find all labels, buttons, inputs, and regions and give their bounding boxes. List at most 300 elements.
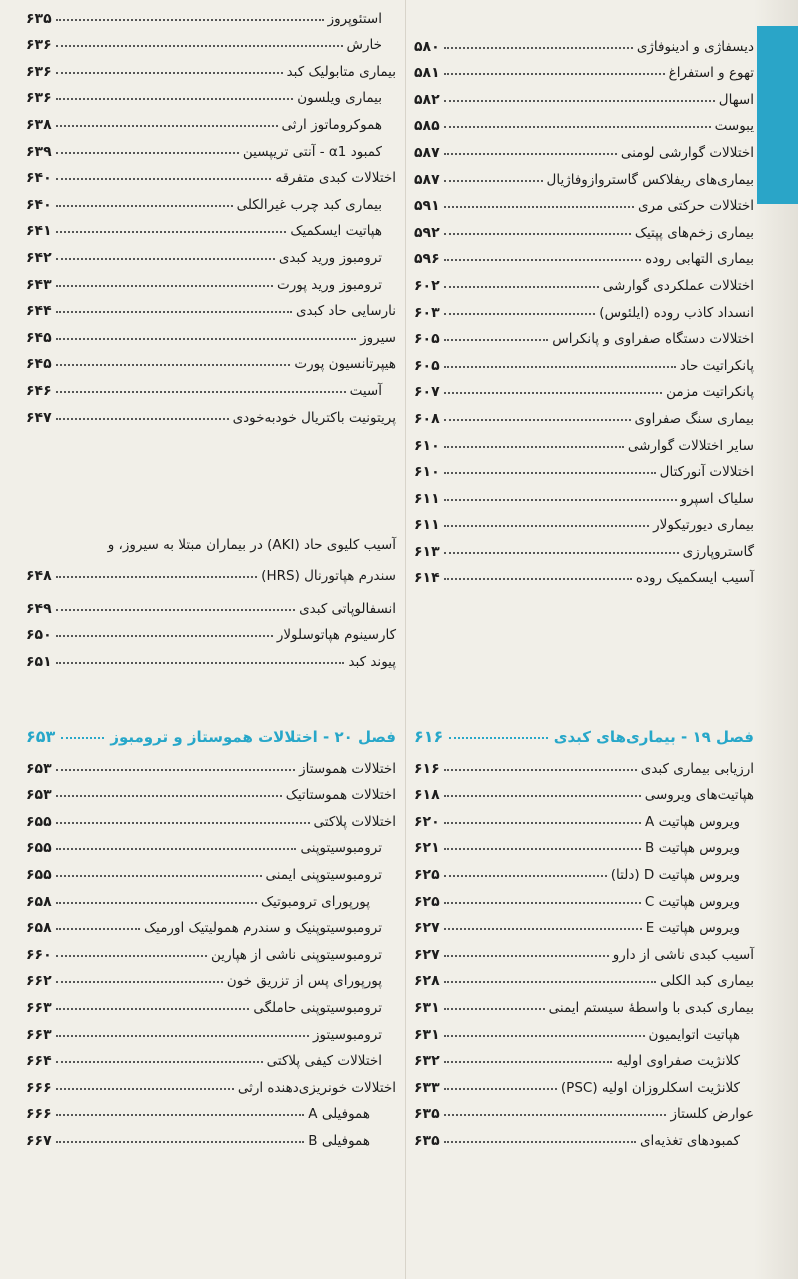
leader-dots bbox=[444, 902, 641, 904]
leader-dots bbox=[444, 848, 641, 850]
entry-page-number: ۶۱۱ bbox=[414, 490, 440, 507]
entry-title: ویروس هپاتیت B bbox=[645, 840, 740, 857]
toc-entry[interactable] bbox=[414, 910, 754, 937]
toc-entry[interactable] bbox=[414, 750, 754, 777]
entry-page-number: ۵۸۱ bbox=[414, 65, 440, 82]
leader-dots bbox=[56, 338, 356, 340]
entry-title: هموفیلی A bbox=[308, 1106, 370, 1123]
entry-page-number: ۶۴۳ bbox=[26, 276, 52, 293]
leader-dots bbox=[56, 1035, 309, 1037]
entry-page-number: ۶۴۸ bbox=[26, 568, 52, 584]
entry-page-number: ۶۰۲ bbox=[414, 277, 440, 294]
leader-dots bbox=[56, 72, 283, 74]
entry-page-number: ۶۲۵ bbox=[414, 866, 440, 883]
entry-title: گاستروپارزی bbox=[682, 543, 754, 560]
leader-dots bbox=[444, 525, 649, 527]
leader-dots bbox=[56, 231, 287, 233]
entry-page-number: ۶۶۶ bbox=[26, 1106, 52, 1123]
chapter-page-number: ۶۵۳ bbox=[26, 727, 56, 746]
leader-dots bbox=[56, 391, 346, 393]
entry-page-number: ۶۴۶ bbox=[26, 382, 52, 399]
toc-entry-aki[interactable] bbox=[26, 532, 396, 584]
entry-page-number: ۵۸۷ bbox=[414, 171, 440, 188]
entry-title: اختلالات هموستاز bbox=[299, 760, 396, 777]
toc-entry[interactable] bbox=[414, 830, 754, 857]
entry-title: یبوست bbox=[714, 118, 754, 135]
toc-entry[interactable] bbox=[414, 1069, 754, 1096]
toc-entry[interactable] bbox=[26, 213, 396, 240]
entry-page-number: ۶۱۶ bbox=[414, 760, 440, 777]
toc-entry[interactable] bbox=[414, 560, 754, 587]
left-bottom-list bbox=[26, 750, 396, 1149]
entry-page-number: ۶۲۷ bbox=[414, 920, 440, 937]
leader-dots bbox=[56, 364, 291, 366]
leader-dots bbox=[444, 1061, 613, 1063]
toc-entry[interactable] bbox=[26, 1096, 396, 1123]
entry-page-number: ۶۲۱ bbox=[414, 840, 440, 857]
entry-title: اختلالات دستگاه صفراوی و پانکراس bbox=[552, 331, 754, 348]
toc-entry[interactable] bbox=[414, 936, 754, 963]
toc-entry[interactable] bbox=[26, 777, 396, 804]
entry-title: هموفیلی B bbox=[308, 1132, 370, 1149]
entry-title: استئوپروز bbox=[327, 10, 382, 27]
leader-dots bbox=[444, 100, 715, 102]
entry-title: ترومبوسیتوز bbox=[313, 1026, 382, 1043]
entry-title: پانکراتیت حاد bbox=[679, 357, 754, 374]
toc-entry[interactable] bbox=[26, 346, 396, 373]
entry-title: اختلالات آنورکتال bbox=[659, 464, 754, 481]
entry-title: سایر اختلالات گوارشی bbox=[627, 437, 754, 454]
entry-page-number: ۶۰۳ bbox=[414, 304, 440, 321]
toc-entry[interactable] bbox=[414, 480, 754, 507]
toc-entry[interactable] bbox=[414, 883, 754, 910]
toc-entry[interactable] bbox=[26, 1069, 396, 1096]
left-top2-list bbox=[26, 590, 396, 670]
entry-page-number: ۵۹۲ bbox=[414, 224, 440, 241]
chapter-title: فصل ۱۹ - بیماری‌های کبدی bbox=[553, 728, 754, 746]
entry-title: هپاتیت ایسکمیک bbox=[290, 223, 382, 240]
column-divider bbox=[405, 0, 406, 1279]
entry-page-number: ۶۵۳ bbox=[26, 760, 52, 777]
entry-title: اختلالات پلاکتی bbox=[313, 813, 396, 830]
leader-dots bbox=[56, 576, 258, 578]
leader-dots bbox=[444, 419, 631, 421]
chapter-page-number: ۶۱۶ bbox=[414, 727, 444, 746]
toc-entry[interactable] bbox=[414, 1043, 754, 1070]
entry-page-number: ۵۹۱ bbox=[414, 198, 440, 215]
leader-dots bbox=[444, 578, 632, 580]
leader-dots bbox=[444, 822, 641, 824]
leader-dots bbox=[56, 152, 239, 154]
entry-title: نارسایی حاد کبدی bbox=[295, 303, 396, 320]
entry-page-number: ۵۸۲ bbox=[414, 91, 440, 108]
entry-page-number: ۶۲۰ bbox=[414, 813, 440, 830]
leader-dots bbox=[56, 205, 233, 207]
toc-entry[interactable] bbox=[26, 643, 396, 670]
toc-entry[interactable] bbox=[414, 28, 754, 55]
leader-dots bbox=[444, 313, 596, 315]
entry-title: اختلالات حرکتی مری bbox=[637, 198, 754, 215]
leader-dots bbox=[56, 795, 282, 797]
entry-title: ارزیابی بیماری کبدی bbox=[640, 760, 754, 777]
toc-entry[interactable] bbox=[414, 1016, 754, 1043]
entry-title: بیماری کبد الکلی bbox=[659, 973, 754, 990]
leader-dots bbox=[444, 499, 677, 501]
toc-entry[interactable] bbox=[26, 239, 396, 266]
leader-dots bbox=[444, 233, 631, 235]
entry-title: اختلالات کبدی متفرقه bbox=[275, 170, 396, 187]
leader-dots bbox=[444, 206, 634, 208]
entry-title: پانکراتیت مزمن bbox=[666, 384, 754, 401]
leader-dots bbox=[56, 1008, 250, 1010]
leader-dots bbox=[56, 1141, 305, 1143]
right-bottom-list bbox=[414, 750, 754, 1149]
leader-dots bbox=[56, 981, 223, 983]
leader-dots bbox=[444, 73, 665, 75]
aki-entry-wrap bbox=[26, 532, 396, 584]
leader-dots bbox=[56, 928, 140, 930]
entry-title: ویروس هپاتیت A bbox=[645, 813, 740, 830]
entry-page-number: ۵۸۰ bbox=[414, 38, 440, 55]
entry-title: بیماری سنگ صفراوی bbox=[634, 410, 754, 427]
toc-entry[interactable] bbox=[414, 1096, 754, 1123]
toc-entry[interactable] bbox=[414, 1122, 754, 1149]
entry-title: ترومبوسیتوپنی ناشی از هپارین bbox=[211, 946, 382, 963]
entry-page-number: ۶۱۰ bbox=[414, 464, 440, 481]
toc-entry[interactable] bbox=[414, 161, 754, 188]
leader-dots bbox=[444, 795, 641, 797]
entry-title: اختلالات گوارشی لومنی bbox=[620, 144, 754, 161]
entry-title: بیماری کبدی با واسطهٔ سیستم ایمنی bbox=[548, 999, 754, 1016]
leader-dots bbox=[56, 418, 229, 420]
toc-entry[interactable] bbox=[26, 133, 396, 160]
entry-title: بیماری دیورتیکولار bbox=[653, 517, 754, 534]
leader-dots bbox=[444, 446, 624, 448]
entry-page-number: ۶۳۵ bbox=[26, 10, 52, 27]
leader-dots bbox=[444, 286, 599, 288]
entry-page-number: ۶۲۷ bbox=[414, 946, 440, 963]
entry-title: ترومبوسیتوپنیک و سندرم همولیتیک اورمیک bbox=[144, 920, 382, 937]
entry-title: ویروس هپاتیت D (دلتا) bbox=[610, 866, 740, 883]
leader-dots bbox=[444, 472, 656, 474]
entry-page-number: ۶۴۰ bbox=[26, 196, 52, 213]
entry-title: بیماری‌های ریفلاکس گاستروازوفاژیال bbox=[546, 171, 754, 188]
entry-page-number: ۶۴۰ bbox=[26, 170, 52, 187]
entry-title: انسداد کاذب روده (ایلئوس) bbox=[599, 304, 754, 321]
entry-page-number: ۶۱۱ bbox=[414, 517, 440, 534]
entry-page-number: ۶۴۷ bbox=[26, 409, 52, 426]
section-tab-marker bbox=[757, 26, 798, 204]
leader-dots bbox=[444, 552, 679, 554]
entry-page-number: ۶۴۹ bbox=[26, 600, 52, 617]
toc-entry[interactable] bbox=[26, 750, 396, 777]
entry-page-number: ۶۱۴ bbox=[414, 570, 440, 587]
entry-title: ترومبوسیتوپنی حاملگی bbox=[253, 999, 382, 1016]
toc-entry[interactable] bbox=[414, 856, 754, 883]
entry-page-number: ۶۲۵ bbox=[414, 893, 440, 910]
toc-entry[interactable] bbox=[414, 81, 754, 108]
entry-page-number: ۶۰۷ bbox=[414, 384, 440, 401]
entry-page-number: ۶۱۸ bbox=[414, 787, 440, 804]
leader-dots bbox=[444, 875, 607, 877]
entry-page-number: ۶۳۹ bbox=[26, 143, 52, 160]
toc-entry[interactable] bbox=[26, 160, 396, 187]
entry-title: ویروس هپاتیت C bbox=[644, 893, 740, 910]
chapter-20-heading[interactable] bbox=[26, 714, 396, 746]
entry-title: پریتونیت باکتریال خودبه‌خودی bbox=[232, 409, 396, 426]
entry-title: آسیب ایسکمیک روده bbox=[635, 570, 754, 587]
entry-title-line1: آسیب کلیوی حاد (AKI) در بیماران مبتلا به سیروز، و bbox=[107, 537, 396, 553]
entry-page-number: ۶۳۶ bbox=[26, 63, 52, 80]
left-top-list bbox=[26, 0, 396, 426]
toc-entry[interactable] bbox=[414, 374, 754, 401]
entry-page-number: ۶۵۸ bbox=[26, 893, 52, 910]
entry-page-number: ۶۶۴ bbox=[26, 1053, 52, 1070]
leader-dots bbox=[56, 45, 343, 47]
entry-page-number: ۶۰۵ bbox=[414, 357, 440, 374]
toc-entry[interactable] bbox=[414, 267, 754, 294]
entry-title: ترومبوز ورید کبدی bbox=[278, 249, 382, 266]
entry-title: بیماری التهابی روده bbox=[645, 251, 754, 268]
entry-page-number: ۶۵۸ bbox=[26, 920, 52, 937]
toc-entry[interactable] bbox=[26, 856, 396, 883]
leader-dots bbox=[444, 366, 676, 368]
entry-page-number: ۶۳۱ bbox=[414, 1026, 440, 1043]
entry-page-number: ۶۵۵ bbox=[26, 840, 52, 857]
entry-page-number: ۶۶۶ bbox=[26, 1079, 52, 1096]
toc-entry[interactable] bbox=[414, 777, 754, 804]
leader-dots bbox=[444, 259, 642, 261]
entry-title: کلانژیت صفراوی اولیه bbox=[616, 1053, 740, 1070]
right-top-list bbox=[414, 28, 754, 586]
entry-title: اختلالات کیفی پلاکتی bbox=[266, 1053, 382, 1070]
toc-entry[interactable] bbox=[414, 55, 754, 82]
leader-dots bbox=[56, 285, 273, 287]
leader-dots bbox=[56, 125, 278, 127]
entry-page-number: ۶۰۸ bbox=[414, 410, 440, 427]
leader-dots bbox=[444, 392, 663, 394]
leader-dots bbox=[449, 737, 547, 739]
entry-title: بیماری متابولیک کبد bbox=[286, 63, 396, 80]
toc-entry[interactable] bbox=[26, 883, 396, 910]
entry-title: پیوند کبد bbox=[348, 653, 396, 670]
toc-entry[interactable] bbox=[414, 963, 754, 990]
entry-page-number: ۶۵۰ bbox=[26, 627, 52, 644]
leader-dots bbox=[56, 1088, 234, 1090]
toc-entry[interactable] bbox=[26, 399, 396, 426]
toc-entry[interactable] bbox=[414, 134, 754, 161]
entry-page-number: ۵۹۶ bbox=[414, 251, 440, 268]
entry-page-number: ۶۴۴ bbox=[26, 303, 52, 320]
entry-page-number: ۶۳۵ bbox=[414, 1132, 440, 1149]
leader-dots bbox=[444, 1008, 545, 1010]
entry-title: ترومبوسیتوپنی bbox=[300, 840, 382, 857]
toc-entry[interactable] bbox=[26, 266, 396, 293]
toc-entry[interactable] bbox=[26, 372, 396, 399]
leader-dots bbox=[444, 153, 617, 155]
toc-entry[interactable] bbox=[26, 293, 396, 320]
entry-title: کمبودهای تغذیه‌ای bbox=[639, 1132, 740, 1149]
entry-title: کارسینوم هپاتوسلولار bbox=[276, 627, 396, 644]
entry-title: اختلالات هموستاتیک bbox=[285, 787, 396, 804]
toc-entry[interactable] bbox=[414, 108, 754, 135]
entry-title: پورپورای پس از تزریق خون bbox=[226, 973, 382, 990]
chapter-19-heading-wrap bbox=[414, 714, 754, 746]
entry-title: دیسفاژی و ادینوفاژی bbox=[636, 38, 754, 55]
entry-page-number: ۶۴۵ bbox=[26, 356, 52, 373]
entry-title: اختلالات عملکردی گوارشی bbox=[602, 277, 754, 294]
entry-title: هیپرتانسیون پورت bbox=[294, 356, 396, 373]
leader-dots bbox=[61, 737, 104, 739]
leader-dots bbox=[444, 126, 711, 128]
toc-entry[interactable] bbox=[414, 454, 754, 481]
entry-page-number: ۶۴۲ bbox=[26, 249, 52, 266]
entry-title: پورپورای ترومبوتیک bbox=[260, 893, 370, 910]
entry-page-number: ۶۶۳ bbox=[26, 999, 52, 1016]
toc-entry[interactable] bbox=[26, 106, 396, 133]
entry-page-number: ۶۵۵ bbox=[26, 813, 52, 830]
entry-title: هپاتیت‌های ویروسی bbox=[644, 787, 754, 804]
chapter-20-heading-wrap bbox=[26, 714, 396, 746]
toc-entry[interactable] bbox=[26, 989, 396, 1016]
toc-entry[interactable] bbox=[414, 347, 754, 374]
entry-page-number: ۶۴۵ bbox=[26, 329, 52, 346]
leader-dots bbox=[56, 662, 345, 664]
toc-entry[interactable] bbox=[414, 400, 754, 427]
toc-entry[interactable] bbox=[26, 803, 396, 830]
toc-entry[interactable] bbox=[26, 1016, 396, 1043]
toc-entry[interactable] bbox=[414, 989, 754, 1016]
entry-title: ترومبوز ورید پورت bbox=[277, 276, 382, 293]
entry-page-number: ۶۳۸ bbox=[26, 116, 52, 133]
toc-entry[interactable] bbox=[414, 188, 754, 215]
toc-entry[interactable] bbox=[414, 803, 754, 830]
entry-title: سیروز bbox=[360, 329, 396, 346]
toc-entry[interactable] bbox=[414, 241, 754, 268]
toc-entry[interactable] bbox=[26, 27, 396, 54]
toc-entry[interactable] bbox=[414, 294, 754, 321]
entry-page-number: ۵۸۷ bbox=[414, 144, 440, 161]
leader-dots bbox=[56, 902, 257, 904]
leader-dots bbox=[444, 769, 637, 771]
chapter-title: فصل ۲۰ - اختلالات هموستاز و ترومبوز bbox=[110, 728, 396, 746]
leader-dots bbox=[444, 1114, 667, 1116]
entry-title: انسفالوپاتی کبدی bbox=[299, 600, 396, 617]
entry-page-number: ۶۰۵ bbox=[414, 331, 440, 348]
entry-page-number: ۶۲۸ bbox=[414, 973, 440, 990]
leader-dots bbox=[56, 1061, 263, 1063]
entry-page-number: ۵۸۵ bbox=[414, 118, 440, 135]
leader-dots bbox=[444, 339, 549, 341]
toc-entry[interactable] bbox=[26, 186, 396, 213]
entry-page-number: ۶۳۶ bbox=[26, 90, 52, 107]
entry-title: بیماری کبد چرب غیرالکلی bbox=[236, 196, 382, 213]
toc-entry[interactable] bbox=[26, 53, 396, 80]
leader-dots bbox=[444, 928, 642, 930]
entry-title: هپاتیت اتوایمیون bbox=[648, 1026, 740, 1043]
entry-page-number: ۶۶۲ bbox=[26, 973, 52, 990]
entry-page-number: ۶۵۵ bbox=[26, 866, 52, 883]
toc-entry[interactable] bbox=[26, 590, 396, 617]
entry-title: سلیاک اسپرو bbox=[680, 490, 754, 507]
entry-page-number: ۶۴۱ bbox=[26, 223, 52, 240]
toc-entry[interactable] bbox=[26, 0, 396, 27]
entry-page-number: ۶۵۱ bbox=[26, 653, 52, 670]
entry-title: آسیب کبدی ناشی از دارو bbox=[612, 946, 754, 963]
entry-title: هموکروماتوز ارثی bbox=[281, 116, 382, 133]
entry-page-number: ۶۳۵ bbox=[414, 1106, 440, 1123]
leader-dots bbox=[444, 47, 633, 49]
entry-page-number: ۶۶۷ bbox=[26, 1132, 52, 1149]
leader-dots bbox=[56, 875, 262, 877]
leader-dots bbox=[56, 19, 324, 21]
leader-dots bbox=[56, 769, 296, 771]
toc-entry[interactable] bbox=[414, 533, 754, 560]
toc-entry[interactable] bbox=[26, 1122, 396, 1149]
entry-title: تهوع و استفراغ bbox=[668, 65, 754, 82]
leader-dots bbox=[444, 1088, 557, 1090]
leader-dots bbox=[56, 258, 275, 260]
leader-dots bbox=[56, 178, 272, 180]
leader-dots bbox=[444, 955, 609, 957]
toc-entry[interactable] bbox=[26, 617, 396, 644]
entry-title: آسیت bbox=[349, 382, 382, 399]
leader-dots bbox=[56, 1114, 305, 1116]
leader-dots bbox=[444, 981, 656, 983]
entry-page-number: ۶۳۶ bbox=[26, 37, 52, 54]
leader-dots bbox=[56, 822, 310, 824]
toc-entry[interactable] bbox=[414, 427, 754, 454]
entry-title: ترومبوسیتوپنی ایمنی bbox=[265, 866, 382, 883]
leader-dots bbox=[56, 98, 294, 100]
entry-title: بیماری ویلسون bbox=[297, 90, 382, 107]
entry-title: اختلالات خونریزی‌دهنده ارثی bbox=[237, 1079, 396, 1096]
toc-entry[interactable] bbox=[26, 1043, 396, 1070]
toc-entry[interactable] bbox=[414, 321, 754, 348]
leader-dots bbox=[56, 311, 292, 313]
entry-page-number: ۶۱۳ bbox=[414, 543, 440, 560]
entry-page-number: ۶۵۳ bbox=[26, 787, 52, 804]
toc-entry[interactable] bbox=[26, 910, 396, 937]
entry-title-line2: سندرم هپاتورنال (HRS) bbox=[261, 568, 396, 584]
entry-page-number: ۶۳۲ bbox=[414, 1053, 440, 1070]
entry-page-number: ۶۶۳ bbox=[26, 1026, 52, 1043]
entry-title: کمبود α1 - آنتی تریپسین bbox=[242, 143, 382, 160]
chapter-19-heading[interactable] bbox=[414, 714, 754, 746]
leader-dots bbox=[56, 635, 273, 637]
entry-title: ویروس هپاتیت E bbox=[645, 920, 740, 937]
toc-entry[interactable] bbox=[414, 214, 754, 241]
toc-entry[interactable] bbox=[26, 936, 396, 963]
leader-dots bbox=[444, 180, 543, 182]
toc-entry[interactable] bbox=[26, 80, 396, 107]
leader-dots bbox=[56, 848, 297, 850]
leader-dots bbox=[56, 609, 295, 611]
entry-title: اسهال bbox=[718, 91, 754, 108]
toc-entry[interactable] bbox=[26, 830, 396, 857]
toc-entry[interactable] bbox=[26, 319, 396, 346]
leader-dots bbox=[56, 955, 207, 957]
entry-title: کلانژیت اسکلروزان اولیه (PSC) bbox=[560, 1079, 740, 1096]
entry-page-number: ۶۳۳ bbox=[414, 1079, 440, 1096]
toc-entry[interactable] bbox=[26, 963, 396, 990]
leader-dots bbox=[444, 1141, 636, 1143]
entry-page-number: ۶۶۰ bbox=[26, 946, 52, 963]
entry-title: بیماری زخم‌های پپتیک bbox=[634, 224, 754, 241]
toc-entry[interactable] bbox=[414, 507, 754, 534]
leader-dots bbox=[444, 1035, 645, 1037]
entry-title: خارش bbox=[346, 37, 382, 54]
